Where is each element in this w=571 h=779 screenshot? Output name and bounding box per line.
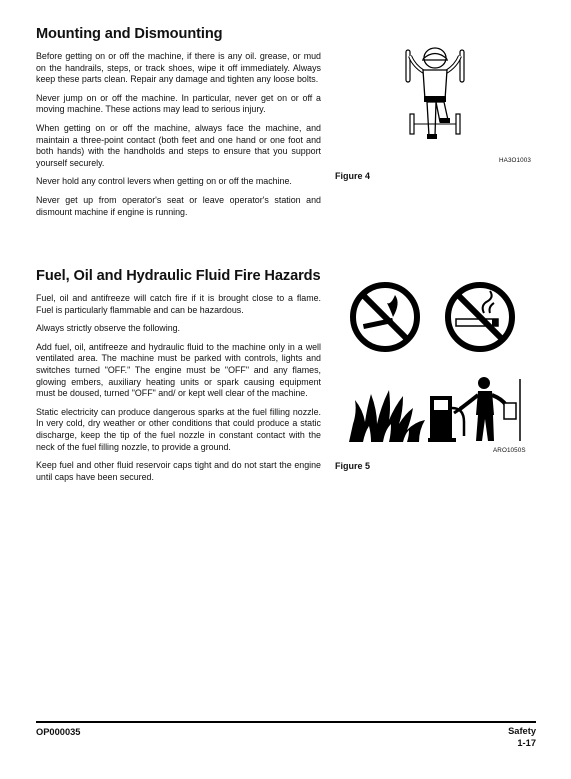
figure-label: Figure 4 xyxy=(335,171,371,181)
figure-code: HA3O1003 xyxy=(499,157,531,164)
paragraph: Never jump on or off the machine. In particular, never get on or off a moving machine. These actions may lead to serious injury. xyxy=(36,92,321,115)
worker-refueling-icon xyxy=(462,375,524,443)
section-title-mounting: Mounting and Dismounting xyxy=(36,26,223,42)
document-id: OP000035 xyxy=(36,727,81,737)
section-fire-hazards xyxy=(36,268,321,490)
paragraph: Fuel, oil and antifreeze will catch fire if it is brought close to a flame. Fuel is particularly flammable and can be hazardous. xyxy=(36,293,321,315)
figure-label: Figure 5 xyxy=(335,461,371,471)
paragraph: Never hold any control levers when getting on or off the machine. xyxy=(36,176,292,187)
flames-icon xyxy=(349,384,427,442)
paragraph: Static electricity can produce dangerous sparks at the fuel filling nozzle. In very cold, dry weather or other conditions that could produce a static discharge, keep the tip of the fuel nozzle in constant contact with the neck of the fuel filling nozzle, to provide a ground. xyxy=(36,406,321,452)
section-mounting xyxy=(36,26,321,225)
paragraph: Never get up from operator's seat or leave operator's station and dismount machine if engine is running. xyxy=(36,194,321,217)
paragraph: Keep fuel and other fluid reservoir caps tight and do not start the engine until caps have been secured. xyxy=(36,460,321,482)
paragraph: When getting on or off the machine, always face the machine, and maintain a three-point contact (both feet and one hand or one foot and both hands) with the handholds and steps to ensure that you support yourself securely. xyxy=(36,122,321,168)
figure-code: ARO1050S xyxy=(493,447,526,454)
page-number: 1-17 xyxy=(517,737,536,748)
no-open-flame-icon xyxy=(349,281,421,353)
page-footer-info xyxy=(508,726,536,749)
no-smoking-icon xyxy=(444,281,516,353)
paragraph: Always strictly observe the following. xyxy=(36,323,181,334)
paragraph: Add fuel, oil, antifreeze and hydraulic fluid to the machine only in a well ventilated area. The machine must be parked with controls, lights and switches turned "OFF." The engine must be "OFF" and any flames, glowing embers, auxiliary heating units or spark causing equipment must be doused, turned "OFF" and/ or kept well clear of the machine. xyxy=(36,341,321,399)
footer-section: Safety xyxy=(508,726,536,736)
paragraph: Before getting on or off the machine, if there is any oil. grease, or mud on the handrails, steps, or track shoes, wipe it off immediately. Always keep these parts clean. Repair any damage and tighten any loose bolts. xyxy=(36,51,321,85)
footer-divider xyxy=(36,721,536,723)
section-title-fire-hazards: Fuel, Oil and Hydraulic Fluid Fire Hazards xyxy=(36,268,321,284)
climbing-person-illustration xyxy=(396,44,476,144)
